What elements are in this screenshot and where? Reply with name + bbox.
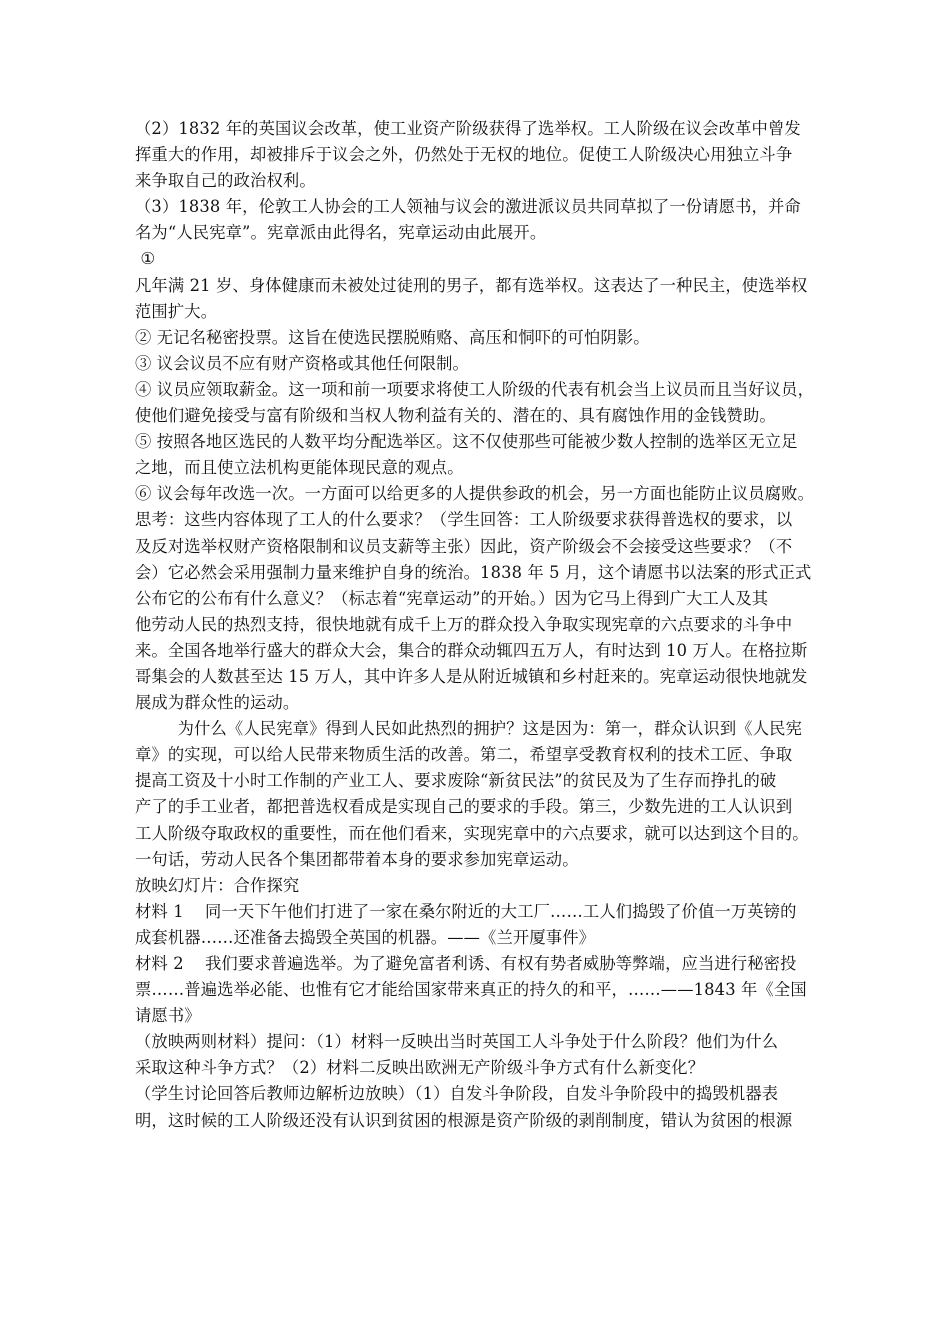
- text-line: 挥重大的作用，却被排斥于议会之外，仍然处于无权的地位。促使工人阶级决心用独立斗争: [135, 145, 793, 165]
- text-line: 之地，而且使立法机构更能体现民意的观点。: [135, 458, 464, 478]
- text-line: 产了的手工业者，都把普选权看成是实现自己的要求的手段。第三，少数先进的工人认识到: [135, 797, 793, 817]
- text-line: 请愿书》: [135, 1006, 201, 1026]
- text-line: （学生讨论回答后教师边解析边放映）（1）自发斗争阶段，自发斗争阶段中的捣毁机器表: [135, 1084, 779, 1104]
- text-line: 票……普遍选举必能、也惟有它才能给国家带来真正的持久的和平，……——1843 年《全国: [135, 980, 807, 1000]
- text-line: 使他们避免接受与富有阶级和当权人物利益有关的、潜在的、具有腐蚀作用的金钱赞助。: [135, 406, 776, 426]
- text-line: ①: [135, 249, 156, 269]
- text-line: ⑥ 议会每年改选一次。一方面可以给更多的人提供参政的机会，另一方面也能防止议员腐败。: [135, 484, 815, 504]
- text-line: ⑤ 按照各地区选民的人数平均分配选举区。这不仅使那些可能被少数人控制的选举区无立足: [135, 432, 798, 452]
- text-line: ③ 议会议员不应有财产资格或其他任何限制。: [135, 353, 469, 373]
- text-line: （3）1838 年，伦敦工人协会的工人领袖与议会的激进派议员共同草拟了一份请愿书，并命: [135, 197, 801, 217]
- text-line: 材料 2 我们要求普遍选举。为了避免富者利诱、有权有势者威胁等弊端，应当进行秘密投: [135, 954, 797, 973]
- text-line: 公布它的公布有什么意义？（标志着“宪章运动”的开始。）因为它马上得到广大工人及其: [135, 588, 769, 608]
- text-line: 为什么《人民宪章》得到人民如此热烈的拥护？这是因为：第一，群众认识到《人民宪: [135, 719, 802, 739]
- text-line: 会）它必然会采用强制力量来维护自身的统治。1838 年 5 月，这个请愿书以法案的形式正式: [135, 562, 812, 582]
- text-line: 及反对选举权财产资格限制和议员支薪等主张）因此，资产阶级会不会接受这些要求？（不: [135, 536, 793, 556]
- text-line: 章》的实现，可以给人民带来物质生活的改善。第二，希望享受教育权利的技术工匠、争取: [135, 745, 793, 765]
- text-line: 范围扩大。: [135, 301, 218, 321]
- text-line: 哥集会的人数甚至达 15 万人，其中许多人是从附近城镇和乡村赶来的。宪章运动很快地就发: [135, 666, 808, 686]
- text-line: 材料 1 同一天下午他们打进了一家在桑尔附近的大工厂……工人们捣毁了价值一万英镑的: [135, 901, 797, 921]
- text-line: 名为“人民宪章”。宪章派由此得名，宪章运动由此展开。: [135, 223, 547, 243]
- text-line: （放映两则材料）提问：（1）材料一反映出当时英国工人斗争处于什么阶段？他们为什么: [135, 1032, 779, 1052]
- text-line: 凡年满 21 岁、身体健康而未被处过徒刑的男子，都有选举权。这表达了一种民主，使选举权: [135, 275, 808, 295]
- text-line: 来。全国各地举行盛大的群众大会，集合的群众动辄四五万人，有时达到 10 万人。在格拉斯: [135, 640, 808, 660]
- text-line: （2）1832 年的英国议会改革，使工业资产阶级获得了选举权。工人阶级在议会改革中曾发: [135, 119, 801, 138]
- text-line: 来争取自己的政治权利。: [135, 171, 316, 191]
- text-line: 提高工资及十小时工作制的产业工人、要求废除“新贫民法”的贫民及为了生存而挣扎的破: [135, 771, 777, 791]
- document-page: [135, 116, 817, 1134]
- text-line: 成套机器……还准备去捣毁全英国的机器。——《兰开厦事件》: [135, 927, 596, 947]
- text-line: 展成为群众性的运动。: [135, 693, 300, 713]
- text-line: 工人阶级夺取政权的重要性，而在他们看来，实现宪章中的六点要求，就可以达到这个目的。: [135, 823, 809, 843]
- text-line: 思考：这些内容体现了工人的什么要求？（学生回答：工人阶级要求获得普选权的要求，以: [135, 510, 793, 530]
- text-line: ② 无记名秘密投票。这旨在使选民摆脱贿赂、高压和恫吓的可怕阴影。: [135, 327, 650, 347]
- text-line: 一句话，劳动人民各个集团都带着本身的要求参加宪章运动。: [135, 849, 579, 869]
- text-line: 明，这时候的工人阶级还没有认识到贫困的根源是资产阶级的剥削制度，错认为贫困的根源: [135, 1110, 793, 1130]
- text-line: 放映幻灯片：合作探究: [135, 875, 300, 895]
- text-line: 他劳动人民的热烈支持，很快地就有成千上万的群众投入争取实现宪章的六点要求的斗争中: [135, 614, 793, 634]
- text-line: 采取这种斗争方式？（2）材料二反映出欧洲无产阶级斗争方式有什么新变化？: [135, 1058, 705, 1078]
- text-line: ④ 议员应领取薪金。这一项和前一项要求将使工人阶级的代表有机会当上议员而且当好议员，: [135, 379, 815, 399]
